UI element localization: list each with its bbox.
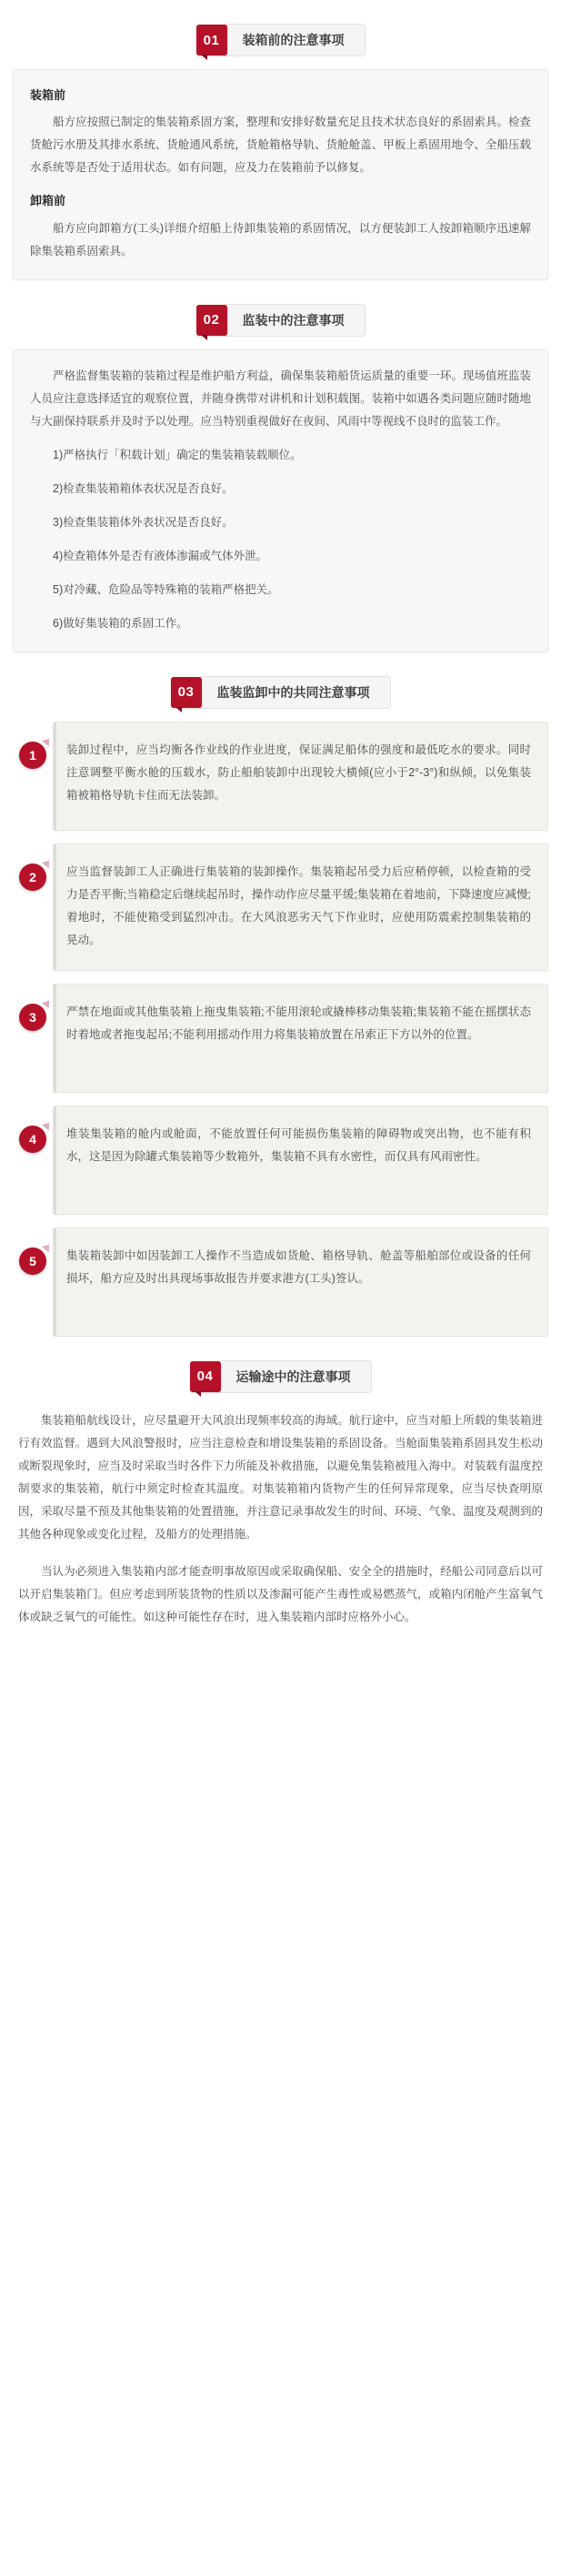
paragraph: 严格监督集装箱的装箱过程是维护船方利益，确保集装箱船货运质量的重要一环。现场值班监装人员应注意选择适宜的观察位置，并随身携带对讲机和计划积载图。装箱中如遇各类问题应随时随地与大副保持联系并及时予以处理。应当特别重视做好在夜间、风雨中等视线不良时的监装工作。 bbox=[30, 369, 531, 428]
section-title: 运输途中的注意事项 bbox=[218, 1360, 372, 1393]
heading-wrap bbox=[196, 304, 366, 337]
item-badge bbox=[13, 984, 53, 1031]
paragraph: 船方应按照已制定的集装箱系固方案，整理和安排好数量充足且技术状态良好的系固索具。检查货舱污水册及其排水系统、货舱通风系统，货舱箱格导轨、货舱舱盖、甲板上系固用地令、全船压载水系统等是否处于适用状态。如有问题，应及力在装箱前予以修复。 bbox=[30, 116, 531, 175]
item-badge bbox=[13, 1227, 53, 1275]
item-number: 1 bbox=[19, 742, 46, 769]
item-badge bbox=[13, 1106, 53, 1153]
item-badge bbox=[13, 722, 53, 769]
section-number-badge: 01 bbox=[196, 25, 227, 56]
list-item: 1)严格执行「积载计划」确定的集装箱装载顺位。 bbox=[53, 448, 302, 461]
section-heading-01 bbox=[0, 24, 561, 56]
item-text: 应当监督装卸工人正确进行集装箱的装卸操作。集装箱起吊受力后应稍停顿，以检查箱的受力是否平衡;当箱稳定后继续起吊时，操作动作应尽量平缓;集装箱在着地前，下降速度应减慢;着地时，不能使箱受到猛烈冲击。在大风浪恶劣天气下作业时，应使用防震索控制集装箱的晃动。 bbox=[53, 844, 548, 971]
paragraph: 集装箱船航线设计，应尽量避开大风浪出现频率较高的海域。航行途中，应当对船上所载的集装箱进行有效监督。遇到大风浪警报时，应当注意检查和增设集装箱的系固设备。当舱面集装箱系固具发生松动或断裂现象时，应当及时采取当时各件下力所能及补救措施，以避免集装箱被甩入海中。对装载有温度控制要求的集装箱，航行中须定时检查其温度。对集装箱箱内货物产生的任何异常现象，应当尽快查明原因，采取尽量不预及其他集装箱的处置措施，并注意记录事故发生的时间、环境、气象、温度及观测到的其他各种现象或变化过程，及船方的处理措施。 bbox=[18, 1413, 543, 1541]
list-item bbox=[13, 1227, 548, 1337]
list-item: 4)检查箱体外是否有液体渗漏或气体外泄。 bbox=[53, 549, 268, 562]
section-title: 监装监卸中的共同注意事项 bbox=[199, 676, 391, 709]
item-text: 严禁在地面或其他集装箱上拖曳集装箱;不能用滚轮或撬棒移动集装箱;集装箱不能在摇摆状态时着地或者拖曳起吊;不能利用摇动作用力将集装箱放置在吊索正下方以外的位置。 bbox=[53, 984, 548, 1093]
subtitle-before-unloading: 卸箱前 bbox=[30, 194, 66, 208]
paragraph: 当认为必须进入集装箱内部才能查明事故原因或采取确保船、安全全的措施时，经船公司同意后以可以开启集装箱门。但应考虑到所装货物的性质以及渗漏可能产生毒性或易燃蒸气，或箱内闭舱产生富氧气体或缺乏氧气的可能性。如这种可能性存在时，进入集装箱内部时应格外小心。 bbox=[18, 1564, 543, 1623]
list-item: 3)检查集装箱体外表状况是否良好。 bbox=[53, 515, 234, 529]
section-title: 监装中的注意事项 bbox=[225, 304, 366, 337]
section-title: 装箱前的注意事项 bbox=[225, 24, 366, 56]
item-badge bbox=[13, 844, 53, 891]
list-item bbox=[13, 1106, 548, 1215]
section-body-04 bbox=[13, 1406, 548, 1629]
section-card-01 bbox=[13, 69, 548, 280]
list-item bbox=[13, 984, 548, 1093]
heading-wrap bbox=[171, 676, 391, 709]
heading-wrap bbox=[190, 1360, 372, 1393]
section-card-02 bbox=[13, 349, 548, 652]
section-heading-04 bbox=[0, 1360, 561, 1393]
section-heading-02 bbox=[0, 304, 561, 337]
list-item bbox=[13, 844, 548, 971]
item-text: 堆装集装箱的舱内或舱面，不能放置任何可能损伤集装箱的障碍物或突出物，也不能有积水，这是因为除罐式集装箱等少数箱外，集装箱不具有水密性，而仅具有风雨密性。 bbox=[53, 1106, 548, 1215]
item-number: 3 bbox=[19, 1004, 46, 1031]
section-number-badge: 03 bbox=[171, 677, 202, 708]
section-heading-03 bbox=[0, 676, 561, 709]
list-item: 5)对冷藏、危险品等特殊箱的装箱严格把关。 bbox=[53, 582, 279, 596]
item-number: 5 bbox=[19, 1248, 46, 1275]
list-item: 6)做好集装箱的系固工作。 bbox=[53, 616, 188, 630]
item-number: 2 bbox=[19, 864, 46, 891]
document-page bbox=[0, 24, 561, 1656]
list-item: 2)检查集装箱箱体表状况是否良好。 bbox=[53, 481, 234, 495]
item-text: 装卸过程中，应当均衡各作业线的作业进度，保证满足船体的强度和最低吃水的要求。同时注意调整平衡水舱的压载水，防止船舶装卸中出现较大横倾(应小于2°-3°)和纵倾，以免集装箱被箱格导轨卡住而无法装卸。 bbox=[53, 722, 548, 831]
list-item bbox=[13, 722, 548, 831]
section-number-badge: 02 bbox=[196, 305, 227, 336]
item-text: 集装箱装卸中如因装卸工人操作不当造成如货舱、箱格导轨、舱盖等船舶部位或设备的任何损坏，船方应及时出具现场事故报告并要求港方(工头)签认。 bbox=[53, 1227, 548, 1337]
heading-wrap bbox=[196, 24, 366, 56]
section-number-badge: 04 bbox=[190, 1361, 221, 1392]
paragraph: 船方应向卸箱方(工头)详细介绍船上待卸集装箱的系固情况，以方便装卸工人按卸箱顺序迅速解除集装箱系固索具。 bbox=[30, 221, 531, 258]
subtitle-before-loading: 装箱前 bbox=[30, 88, 66, 102]
item-number: 4 bbox=[19, 1126, 46, 1153]
